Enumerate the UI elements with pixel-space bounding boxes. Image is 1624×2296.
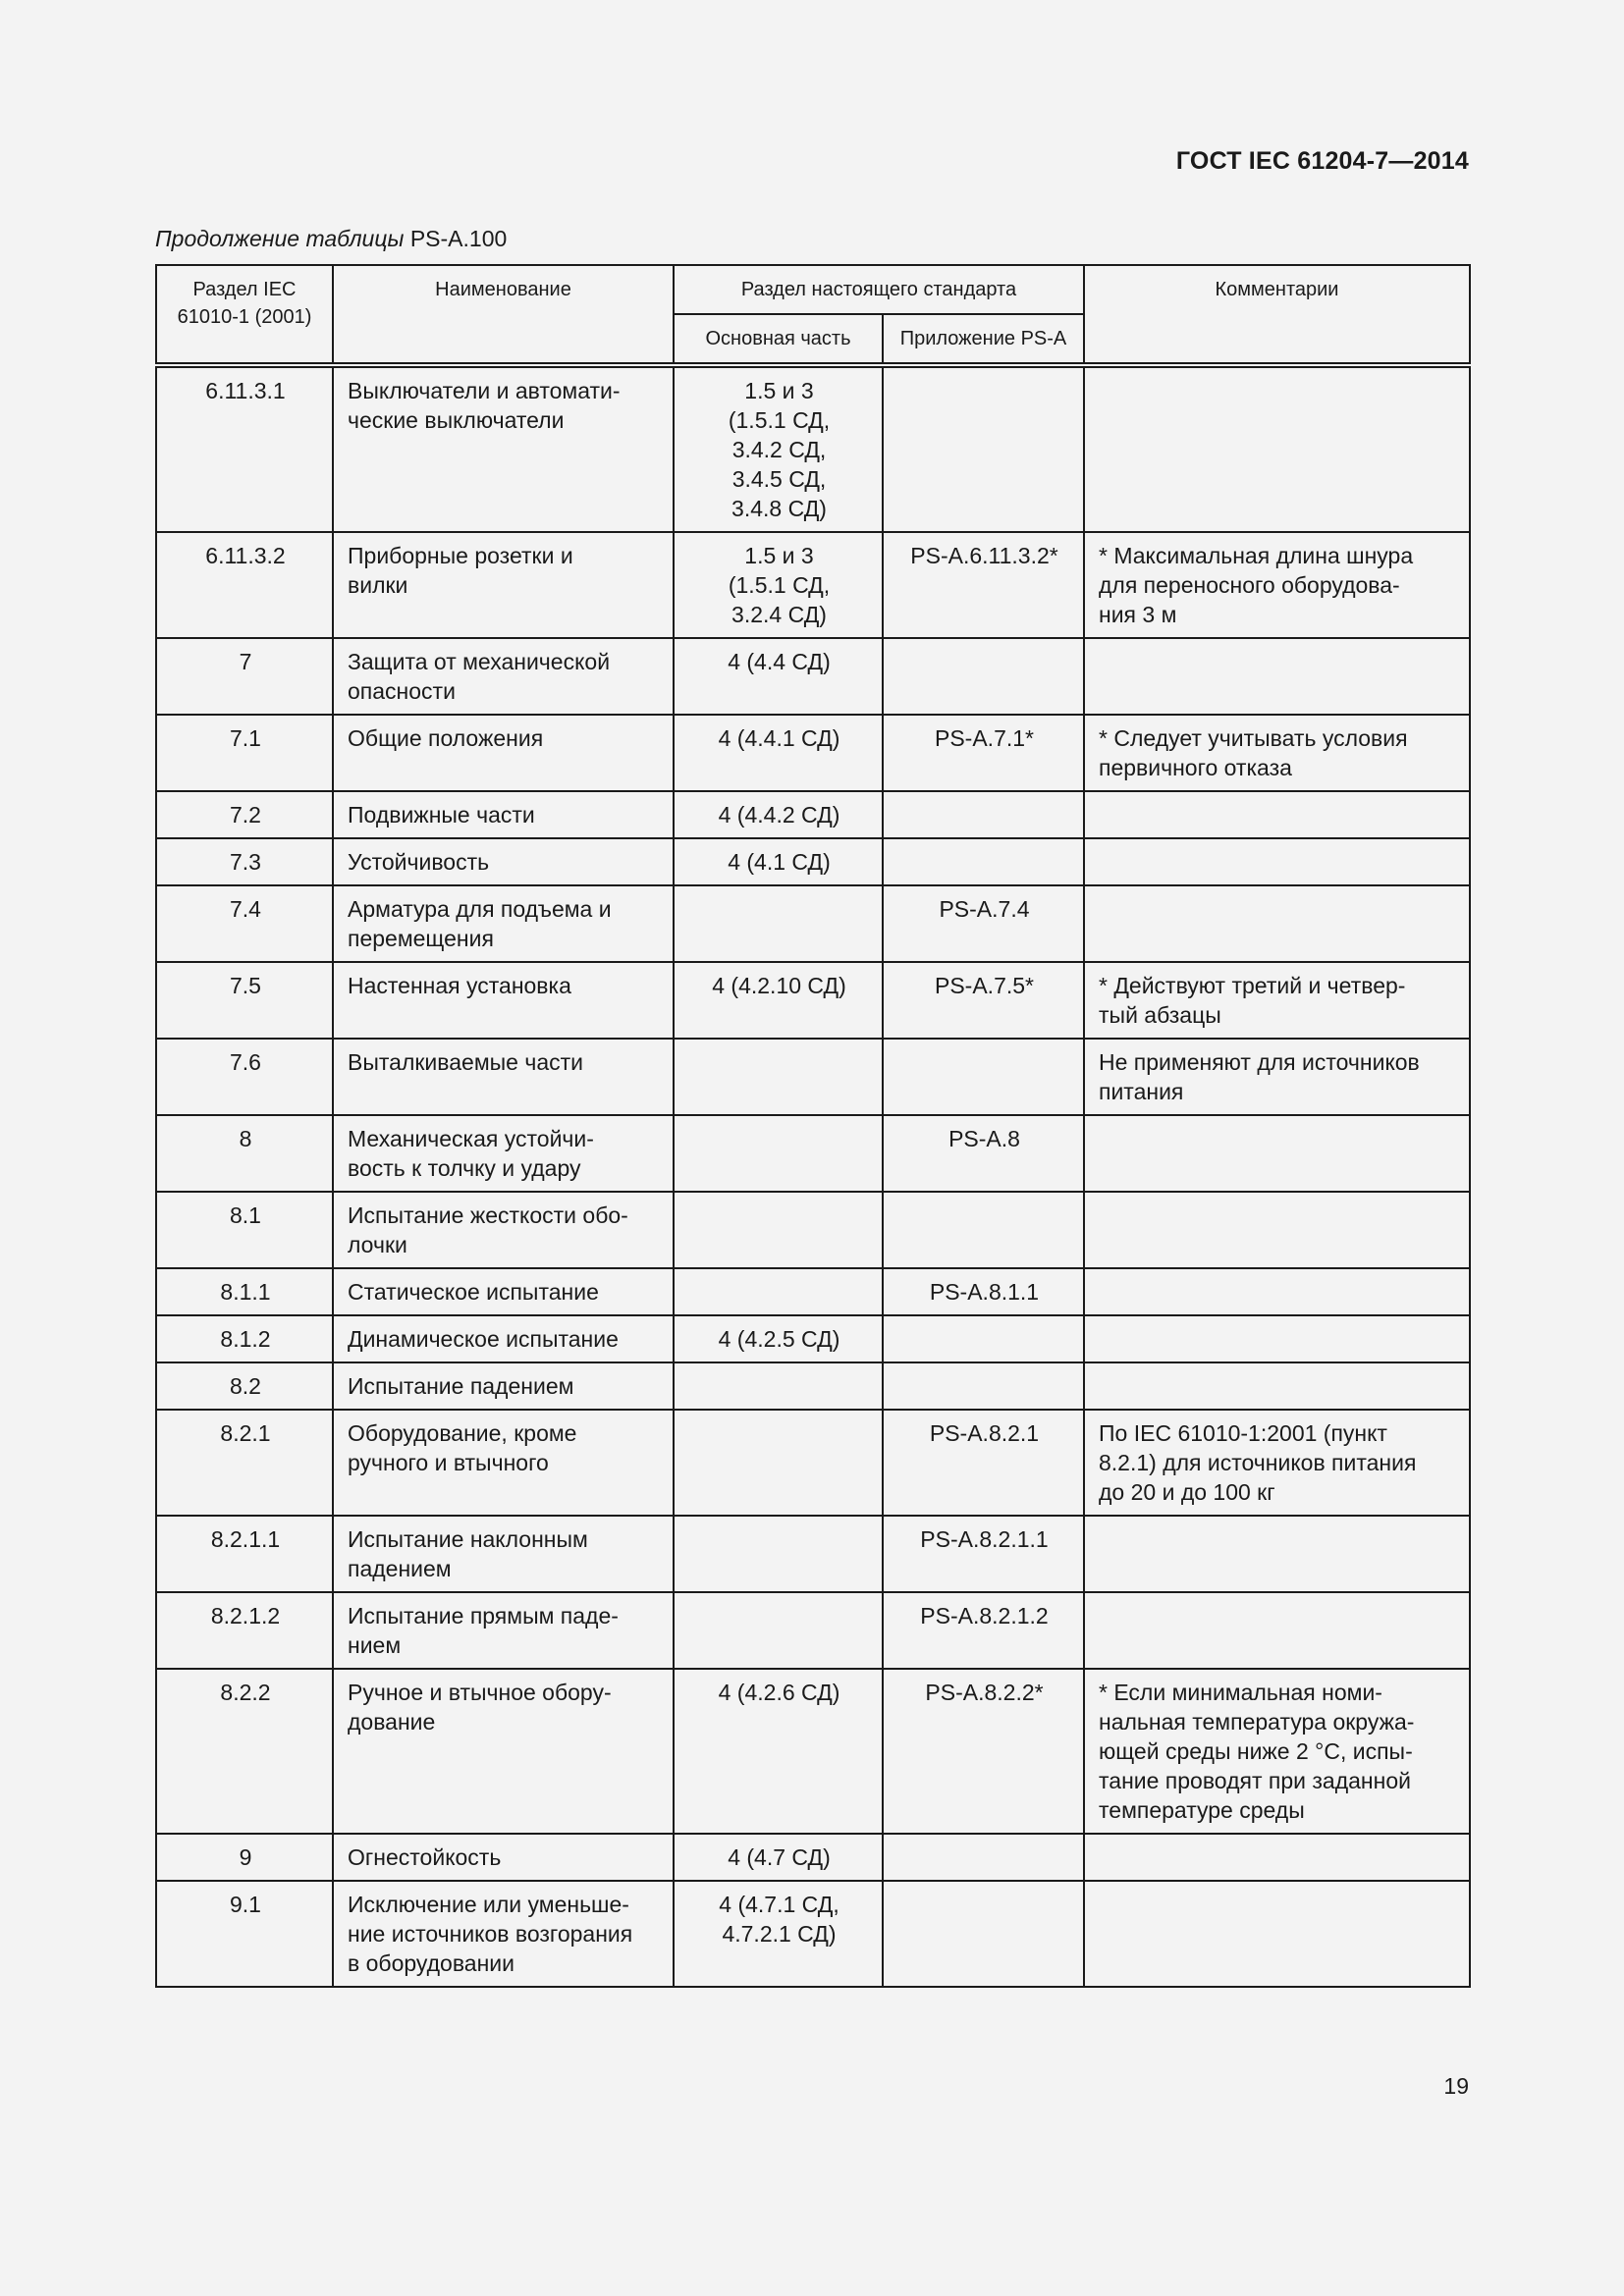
header-comments: Комментарии <box>1084 265 1470 365</box>
cell-appendix: PS-A.8.1.1 <box>883 1268 1084 1315</box>
cell-main-part: 4 (4.1 СД) <box>674 838 883 885</box>
cell-appendix: PS-A.8.2.1.2 <box>883 1592 1084 1669</box>
cell-section: 6.11.3.2 <box>156 532 333 638</box>
cell-appendix: PS-A.7.1* <box>883 715 1084 791</box>
cell-appendix: PS-A.7.5* <box>883 962 1084 1039</box>
cell-main-part: 4 (4.4.2 СД) <box>674 791 883 838</box>
cell-name: Арматура для подъема и перемещения <box>333 885 674 962</box>
table-row <box>156 715 1470 791</box>
cell-main-part <box>674 885 883 962</box>
table-row <box>156 1592 1470 1669</box>
cell-name: Общие положения <box>333 715 674 791</box>
cell-section: 7.3 <box>156 838 333 885</box>
standards-table <box>155 264 1471 1988</box>
cell-comment <box>1084 885 1470 962</box>
cell-appendix <box>883 365 1084 532</box>
cell-name: Статическое испытание <box>333 1268 674 1315</box>
cell-section: 7.5 <box>156 962 333 1039</box>
table-row <box>156 532 1470 638</box>
cell-comment <box>1084 791 1470 838</box>
cell-comment: * Действуют третий и четвер- тый абзацы <box>1084 962 1470 1039</box>
header-name: Наименование <box>333 265 674 365</box>
cell-main-part: 4 (4.7 СД) <box>674 1834 883 1881</box>
cell-comment <box>1084 1881 1470 1987</box>
table-row <box>156 1881 1470 1987</box>
cell-main-part <box>674 1115 883 1192</box>
table-row <box>156 1315 1470 1362</box>
cell-section: 7 <box>156 638 333 715</box>
header-standard-section: Раздел настоящего стандарта <box>674 265 1084 314</box>
cell-main-part <box>674 1362 883 1410</box>
cell-appendix: PS-A.8.2.1.1 <box>883 1516 1084 1592</box>
cell-comment: * Если минимальная номи- нальная температура окружа- ющей среды ниже 2 °С, испы- тание проводят при заданной температуре среды <box>1084 1669 1470 1834</box>
cell-main-part <box>674 1410 883 1516</box>
cell-name: Исключение или уменьше- ние источников возгорания в оборудовании <box>333 1881 674 1987</box>
cell-appendix: PS-A.7.4 <box>883 885 1084 962</box>
page-number: 19 <box>1443 2073 1469 2099</box>
cell-name: Выключатели и автомати- ческие выключатели <box>333 365 674 532</box>
table-caption <box>155 226 507 252</box>
cell-name: Огнестойкость <box>333 1834 674 1881</box>
table-row <box>156 1410 1470 1516</box>
cell-comment <box>1084 1592 1470 1669</box>
cell-main-part: 1.5 и 3 (1.5.1 СД, 3.2.4 СД) <box>674 532 883 638</box>
cell-name: Настенная установка <box>333 962 674 1039</box>
cell-main-part: 4 (4.2.10 СД) <box>674 962 883 1039</box>
cell-section: 8.2.1.1 <box>156 1516 333 1592</box>
cell-name: Выталкиваемые части <box>333 1039 674 1115</box>
cell-section: 9 <box>156 1834 333 1881</box>
cell-section: 8.2.2 <box>156 1669 333 1834</box>
cell-appendix <box>883 638 1084 715</box>
cell-section: 8.1.1 <box>156 1268 333 1315</box>
cell-name: Испытание прямым паде- нием <box>333 1592 674 1669</box>
table-caption-italic: Продолжение таблицы <box>155 226 405 251</box>
table-row <box>156 962 1470 1039</box>
table-row <box>156 1669 1470 1834</box>
cell-main-part: 4 (4.7.1 СД, 4.7.2.1 СД) <box>674 1881 883 1987</box>
cell-name: Устойчивость <box>333 838 674 885</box>
cell-name: Испытание наклонным падением <box>333 1516 674 1592</box>
table-row <box>156 1039 1470 1115</box>
cell-main-part: 4 (4.4 СД) <box>674 638 883 715</box>
cell-name: Испытание жесткости обо- лочки <box>333 1192 674 1268</box>
cell-comment <box>1084 1362 1470 1410</box>
cell-main-part <box>674 1268 883 1315</box>
cell-comment <box>1084 365 1470 532</box>
cell-comment <box>1084 1834 1470 1881</box>
cell-comment <box>1084 1192 1470 1268</box>
cell-main-part: 4 (4.4.1 СД) <box>674 715 883 791</box>
cell-appendix <box>883 1881 1084 1987</box>
cell-appendix: PS-A.6.11.3.2* <box>883 532 1084 638</box>
cell-name: Механическая устойчи- вость к толчку и удару <box>333 1115 674 1192</box>
cell-name: Динамическое испытание <box>333 1315 674 1362</box>
cell-section: 7.2 <box>156 791 333 838</box>
cell-appendix <box>883 791 1084 838</box>
header-section: Раздел IEC 61010-1 (2001) <box>156 265 333 365</box>
cell-name: Приборные розетки и вилки <box>333 532 674 638</box>
cell-comment: * Максимальная длина шнура для переносного оборудова- ния 3 м <box>1084 532 1470 638</box>
cell-section: 7.1 <box>156 715 333 791</box>
cell-section: 8.2.1.2 <box>156 1592 333 1669</box>
cell-section: 8.2 <box>156 1362 333 1410</box>
cell-section: 8.1 <box>156 1192 333 1268</box>
cell-section: 7.4 <box>156 885 333 962</box>
cell-comment: По IEC 61010-1:2001 (пункт 8.2.1) для источников питания до 20 и до 100 кг <box>1084 1410 1470 1516</box>
table-row <box>156 1516 1470 1592</box>
cell-main-part <box>674 1516 883 1592</box>
cell-section: 9.1 <box>156 1881 333 1987</box>
table-caption-code: PS-A.100 <box>404 226 508 251</box>
cell-comment <box>1084 1516 1470 1592</box>
cell-appendix <box>883 1834 1084 1881</box>
table-row <box>156 1268 1470 1315</box>
cell-appendix <box>883 1362 1084 1410</box>
header-appendix: Приложение PS-A <box>883 314 1084 365</box>
cell-main-part <box>674 1192 883 1268</box>
cell-section: 6.11.3.1 <box>156 365 333 532</box>
cell-name: Ручное и втычное обору- дование <box>333 1669 674 1834</box>
cell-comment <box>1084 1268 1470 1315</box>
cell-section: 7.6 <box>156 1039 333 1115</box>
cell-name: Подвижные части <box>333 791 674 838</box>
cell-comment: Не применяют для источников питания <box>1084 1039 1470 1115</box>
cell-main-part <box>674 1592 883 1669</box>
cell-name: Испытание падением <box>333 1362 674 1410</box>
cell-section: 8.2.1 <box>156 1410 333 1516</box>
table-row <box>156 885 1470 962</box>
cell-main-part <box>674 1039 883 1115</box>
cell-section: 8 <box>156 1115 333 1192</box>
table-body <box>156 365 1470 1987</box>
cell-comment <box>1084 1315 1470 1362</box>
cell-appendix: PS-A.8.2.2* <box>883 1669 1084 1834</box>
cell-comment <box>1084 838 1470 885</box>
table-row <box>156 638 1470 715</box>
table-header-row-1 <box>156 265 1470 314</box>
table-row <box>156 365 1470 532</box>
cell-appendix <box>883 838 1084 885</box>
cell-comment <box>1084 1115 1470 1192</box>
cell-appendix <box>883 1192 1084 1268</box>
table-container <box>155 264 1469 1988</box>
header-main-part: Основная часть <box>674 314 883 365</box>
cell-name: Оборудование, кроме ручного и втычного <box>333 1410 674 1516</box>
table-row <box>156 1834 1470 1881</box>
cell-section: 8.1.2 <box>156 1315 333 1362</box>
cell-main-part: 4 (4.2.5 СД) <box>674 1315 883 1362</box>
table-row <box>156 791 1470 838</box>
cell-appendix: PS-A.8.2.1 <box>883 1410 1084 1516</box>
table-row <box>156 838 1470 885</box>
cell-main-part: 1.5 и 3 (1.5.1 СД, 3.4.2 СД, 3.4.5 СД, 3.4.8 СД) <box>674 365 883 532</box>
document-standard-header: ГОСТ IEC 61204-7—2014 <box>1175 147 1469 175</box>
cell-comment <box>1084 638 1470 715</box>
table-row <box>156 1362 1470 1410</box>
cell-main-part: 4 (4.2.6 СД) <box>674 1669 883 1834</box>
cell-appendix <box>883 1315 1084 1362</box>
table-row <box>156 1115 1470 1192</box>
cell-name: Защита от механической опасности <box>333 638 674 715</box>
cell-appendix: PS-A.8 <box>883 1115 1084 1192</box>
cell-appendix <box>883 1039 1084 1115</box>
table-row <box>156 1192 1470 1268</box>
cell-comment: * Следует учитывать условия первичного отказа <box>1084 715 1470 791</box>
